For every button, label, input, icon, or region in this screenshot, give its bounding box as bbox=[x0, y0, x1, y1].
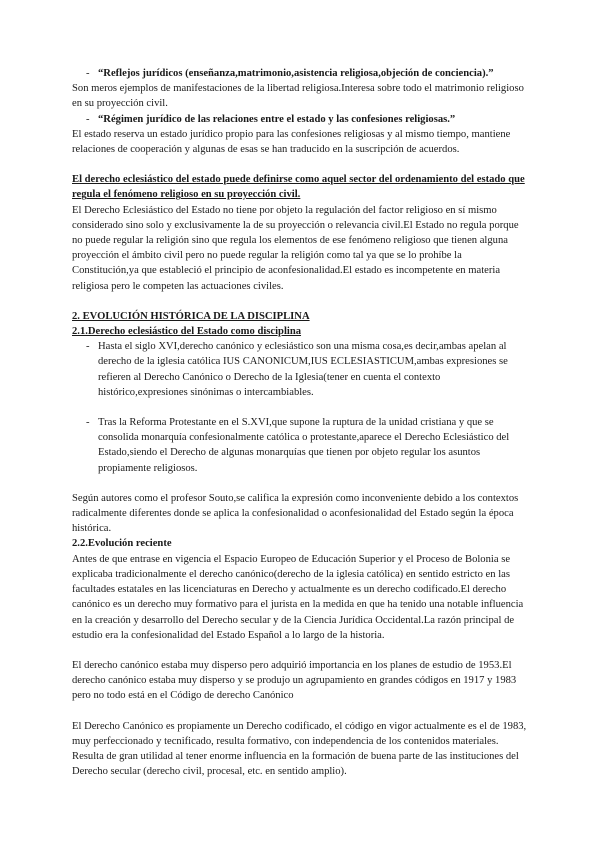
subsection-heading: 2.2.Evolución reciente bbox=[72, 538, 172, 550]
list-item bbox=[72, 66, 528, 81]
bullet-title: “Régimen jurídico de las relaciones entre el estado y las confesiones religiosas.” bbox=[98, 113, 456, 125]
paragraph: El Derecho Eclesiástico del Estado no tiene por objeto la regulación del factor religioso en sí mismo considerado sino solo y exclusivamente la de su proyección o relevancia civil.El Estado no regula porque no puede regular la religión sino que regula los elementos de ese fenómeno religioso que tienen alguna proyección el ámbito civil pero no puede regular la religión como tal ya que se lo prohíbe la Constitución,ya que estableció el principio de aconfesionalidad.El estado es incompetente en materia religiosa pero le competen las actuaciones civiles. bbox=[72, 204, 519, 292]
bullet-dash: - bbox=[86, 417, 90, 429]
section-heading: 2. EVOLUCIÓN HISTÓRICA DE LA DISCIPLINA bbox=[72, 310, 310, 322]
document-page bbox=[72, 66, 528, 779]
paragraph: El estado reserva un estado jurídico propio para las confesiones religiosas y al mismo tiempo, mantiene relaciones de cooperación y algunas de esas se han traducido en la suscripción de acuerdos. bbox=[72, 128, 511, 156]
list-item bbox=[72, 112, 528, 127]
paragraph: Son meros ejemplos de manifestaciones de la libertad religiosa.Interesa sobre todo el matrimonio religioso en su proyección civil. bbox=[72, 83, 524, 110]
subsection-heading: 2.1.Derecho eclesiástico del Estado como disciplina bbox=[72, 326, 302, 338]
paragraph: Antes de que entrase en vigencia el Espacio Europeo de Educación Superior y el Proceso de Bolonia se explicaba tradicionalmente el derecho canónico(derecho de la iglesia católica) en sentido estricto en las facultades estatales en las licenciaturas en Derecho y actualmente es un derecho codificado.El derecho canónico es un derecho muy formativo para el jurista en la medida en que ha tenido una notable influencia en la creación y desarrollo del Derecho secular y de la Ciencia Jurídica Occidental.La razón principal de estudio era la confesionalidad del Estado Español a lo largo de la historia. bbox=[72, 553, 524, 641]
paragraph: El derecho canónico estaba muy disperso pero adquirió importancia en los planes de estudio de 1953.El derecho canónico estaba muy disperso y se produjo un agrupamiento en grandes códigos en 1917 y 1983 pero no todo está en el Código de derecho Canónico bbox=[72, 659, 517, 702]
bullet-title: “Reflejos jurídicos (enseñanza,matrimonio,asistencia religiosa,objeción de conciencia).” bbox=[98, 68, 494, 79]
list-item-text: Hasta el siglo XVI,derecho canónico y eclesiástico son una misma cosa,es decir,ambas apelan al derecho de la iglesia católica IUS CANONICUM,IUS ECLESIASTICUM,ambas expresiones se refieren al Derecho Canónico o Derecho de la Iglesia(tener en cuenta el contexto histórico,expresiones sinónimas o intercambiables. bbox=[98, 341, 508, 398]
bullet-dash: - bbox=[86, 113, 90, 125]
list-item-text: Tras la Reforma Protestante en el S.XVI,que supone la ruptura de la unidad cristiana y que se consolida monarquía confesionalmente católica o protestante,aparece el Derecho Eclesiástico del Estado,siendo el Derecho de algunas monarquías que tienen por objeto regular los asuntos propiamente religiosos. bbox=[98, 417, 510, 474]
paragraph: Según autores como el profesor Souto,se califica la expresión como inconveniente debido a los contextos radicalmente diferentes donde se aplica la confesionalidad o aconfesionalidad del Estado según la época histórica. bbox=[72, 492, 519, 535]
list-item bbox=[72, 415, 528, 476]
list-item bbox=[72, 339, 528, 400]
definition-heading: El derecho eclesiástico del estado puede definirse como aquel sector del ordenamiento del estado que regula el fenómeno religioso en su proyección civil. bbox=[72, 174, 525, 201]
paragraph: El Derecho Canónico es propiamente un Derecho codificado, el código en vigor actualmente es el de 1983, muy perfeccionado y tecnificado, resulta formativo, con independencia de los contenidos materiales. Resulta de gran utilidad al tener enorme influencia en la formación de buena parte de las instituciones del Derecho secular (derecho civil, procesal, etc. en sentido amplio). bbox=[72, 720, 527, 778]
bullet-dash: - bbox=[86, 341, 90, 353]
bullet-dash: - bbox=[86, 68, 90, 79]
